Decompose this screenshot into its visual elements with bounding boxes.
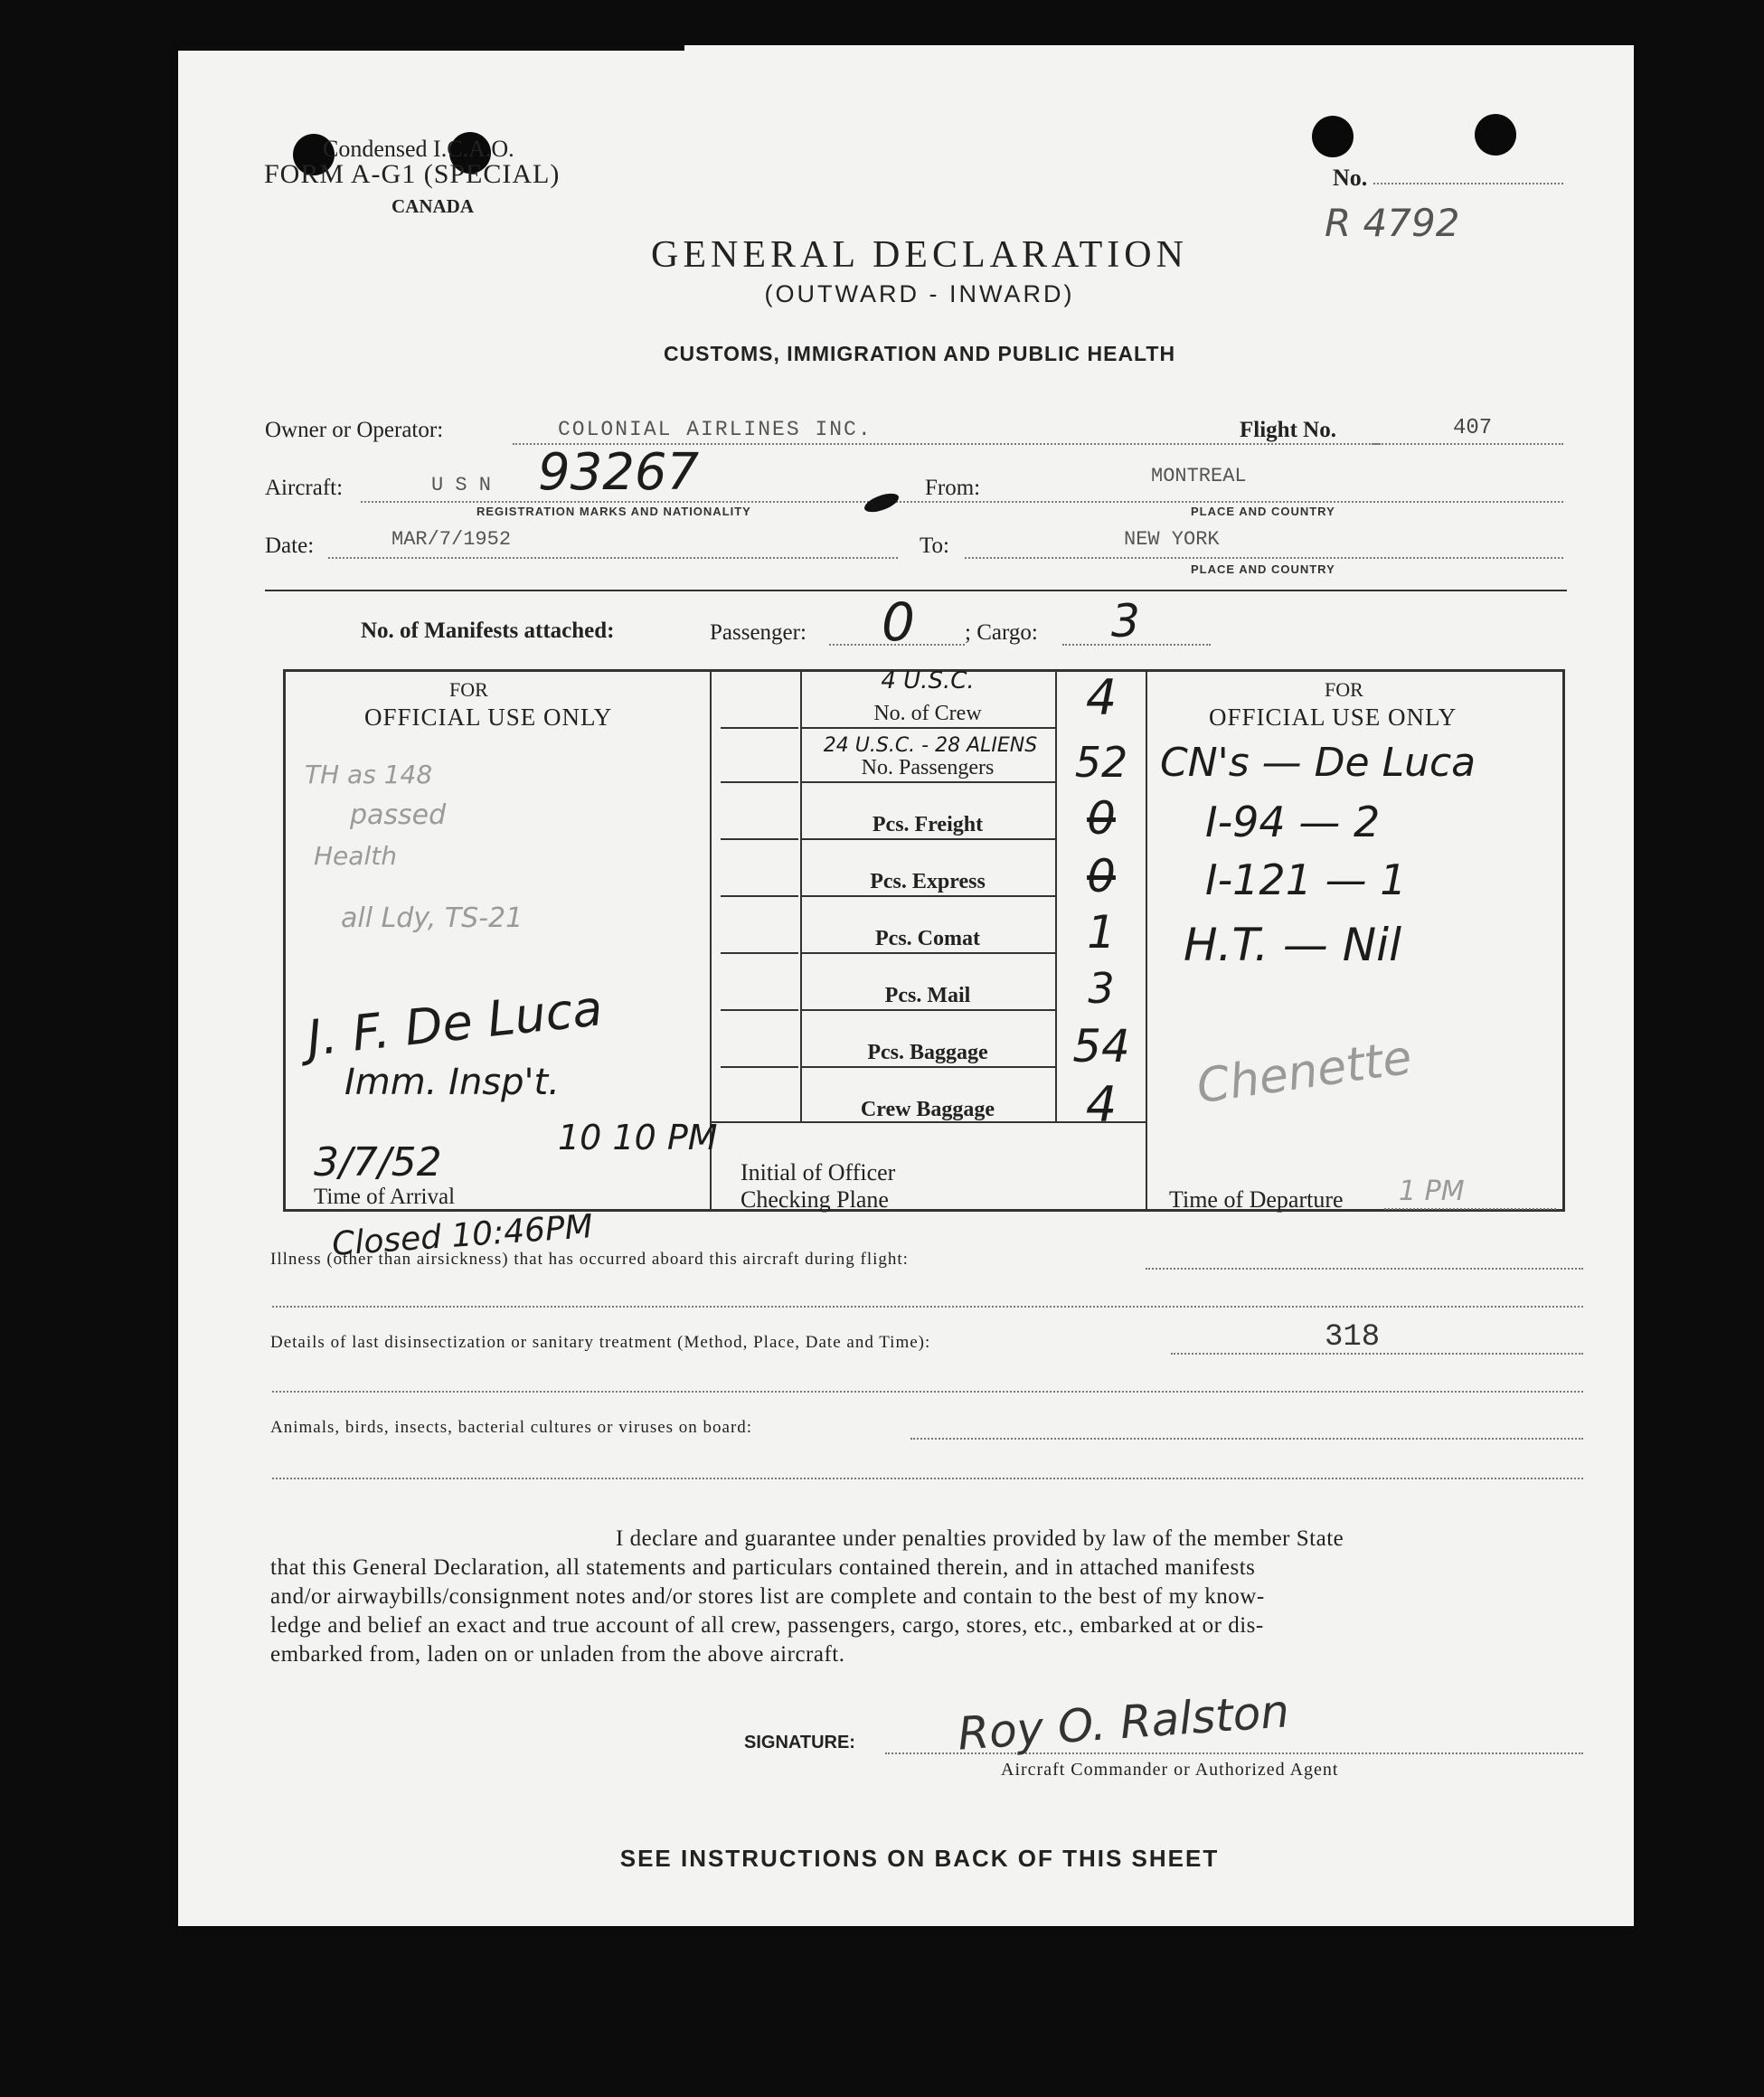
no-label: No. bbox=[1333, 165, 1368, 191]
box-divider-right bbox=[1146, 669, 1147, 1212]
page-subtitle: (OUTWARD - INWARD) bbox=[764, 280, 1075, 307]
row-label-passengers: No. Passengers bbox=[861, 756, 995, 779]
passenger-value: 0 bbox=[882, 591, 915, 653]
closed-note: Closed 10:46PM bbox=[330, 1207, 594, 1264]
owner-label: Owner or Operator: bbox=[265, 418, 444, 442]
torn-edge bbox=[178, 45, 684, 71]
checking-plane-label: Checking Plane bbox=[741, 1186, 889, 1213]
row-sep bbox=[800, 895, 1055, 897]
initial-officer-label: Initial of Officer bbox=[741, 1159, 896, 1185]
row-value-baggage: 54 bbox=[1072, 1020, 1130, 1072]
row-sep bbox=[721, 1009, 798, 1011]
commander-signature: Roy O. Ralston bbox=[956, 1685, 1291, 1761]
stamp-number: R 4792 bbox=[1325, 201, 1460, 245]
punch-hole bbox=[1312, 116, 1354, 157]
right-note: I-121 — 1 bbox=[1205, 855, 1407, 904]
declaration-line: I declare and guarantee under penalties provided by law of the member State bbox=[616, 1526, 1344, 1551]
row-value-mail: 3 bbox=[1088, 964, 1115, 1013]
signer-caption: Aircraft Commander or Authorized Agent bbox=[1001, 1760, 1339, 1780]
row-sep bbox=[800, 1009, 1055, 1011]
no-line bbox=[1373, 183, 1563, 184]
officer-title: Imm. Insp't. bbox=[344, 1062, 560, 1103]
arrival-time: 10 10 PM bbox=[558, 1118, 718, 1157]
passenger-label: Passenger: bbox=[710, 620, 807, 645]
header-divider bbox=[265, 590, 1567, 591]
instructions-footer: SEE INSTRUCTIONS ON BACK OF THIS SHEET bbox=[619, 1845, 1220, 1872]
flight-line bbox=[1372, 443, 1563, 445]
row-sep bbox=[721, 952, 798, 954]
arrival-date: 3/7/52 bbox=[314, 1139, 442, 1185]
declaration-line: that this General Declaration, all statements and particulars contained therein, and in attached manifests bbox=[270, 1555, 1256, 1580]
ink-blot bbox=[862, 490, 901, 516]
crew-note: 4 U.S.C. bbox=[881, 667, 975, 694]
form-sheet bbox=[178, 45, 1634, 1926]
arrival-label: Time of Arrival bbox=[314, 1185, 456, 1209]
left-faint-note: Health bbox=[314, 841, 397, 871]
aircraft-registration: 93267 bbox=[538, 443, 700, 502]
animals-label: Animals, birds, insects, bacterial cultures or viruses on board: bbox=[270, 1418, 753, 1437]
to-value: NEW YORK bbox=[1124, 528, 1220, 551]
row-sep bbox=[721, 727, 798, 729]
page-title: GENERAL DECLARATION bbox=[651, 234, 1188, 276]
row-value-comat: 1 bbox=[1087, 906, 1116, 959]
row-value-crew: 4 bbox=[1085, 669, 1118, 726]
flight-label: Flight No. bbox=[1240, 418, 1336, 442]
row-value-passengers: 52 bbox=[1074, 738, 1128, 787]
row-value-freight: 0 bbox=[1087, 792, 1116, 845]
row-sep bbox=[800, 952, 1055, 954]
illness-label: Illness (other than airsickness) that has occurred aboard this aircraft during flight: bbox=[270, 1250, 909, 1269]
to-caption: PLACE AND COUNTRY bbox=[1191, 562, 1335, 576]
signature-label: SIGNATURE: bbox=[744, 1733, 855, 1752]
row-label-freight: Pcs. Freight bbox=[872, 813, 984, 836]
left-faint-note: all Ldy, TS-21 bbox=[341, 902, 524, 934]
row-sep bbox=[800, 1066, 1055, 1068]
right-note: I-94 — 2 bbox=[1205, 798, 1381, 846]
right-faint-signature: Chenette bbox=[1193, 1030, 1415, 1115]
row-label-express: Pcs. Express bbox=[870, 870, 986, 893]
date-value: MAR/7/1952 bbox=[391, 528, 512, 551]
date-line bbox=[328, 557, 898, 559]
to-line bbox=[965, 557, 1563, 559]
row-value-crew-baggage: 4 bbox=[1085, 1076, 1118, 1133]
aircraft-label: Aircraft: bbox=[265, 476, 344, 500]
row-sep bbox=[721, 781, 798, 783]
left-faint-note: passed bbox=[350, 799, 447, 831]
row-label-comat: Pcs. Comat bbox=[875, 927, 980, 950]
cargo-value: 3 bbox=[1111, 595, 1140, 647]
row-sep bbox=[800, 838, 1055, 840]
departure-label: Time of Departure bbox=[1169, 1186, 1344, 1213]
from-line bbox=[997, 501, 1563, 503]
row-label-baggage: Pcs. Baggage bbox=[867, 1041, 988, 1064]
disinsect-value: 318 bbox=[1325, 1320, 1381, 1355]
officer-signature: J. F. De Luca bbox=[304, 979, 606, 1067]
form-number: FORM A-G1 (SPECIAL) bbox=[264, 159, 561, 189]
aircraft-prefix: U S N bbox=[431, 474, 492, 496]
right-for-label: FOR bbox=[1325, 678, 1363, 701]
animals-line bbox=[910, 1438, 1583, 1440]
row-sep bbox=[721, 838, 798, 840]
cargo-label: ; Cargo: bbox=[965, 620, 1038, 645]
illness-line bbox=[1146, 1268, 1583, 1270]
left-faint-note: TH as 148 bbox=[305, 760, 433, 789]
row-sep bbox=[800, 781, 1055, 783]
row-value-express: 0 bbox=[1087, 850, 1116, 902]
left-official-label: OFFICIAL USE ONLY bbox=[364, 704, 613, 731]
punch-hole bbox=[1475, 114, 1516, 156]
departure-value: 1 PM bbox=[1399, 1176, 1465, 1207]
right-note: H.T. — Nil bbox=[1184, 919, 1401, 971]
from-caption: PLACE AND COUNTRY bbox=[1191, 505, 1335, 518]
icao-line: Condensed I.C.A.O. bbox=[323, 136, 514, 162]
from-value: MONTREAL bbox=[1151, 465, 1247, 487]
row-label-crew-baggage: Crew Baggage bbox=[860, 1098, 995, 1121]
left-for-label: FOR bbox=[449, 678, 488, 701]
department-title: CUSTOMS, IMMIGRATION AND PUBLIC HEALTH bbox=[663, 342, 1176, 365]
manifests-label: No. of Manifests attached: bbox=[361, 619, 615, 643]
to-label: To: bbox=[920, 534, 949, 558]
right-note: CN's — De Luca bbox=[1160, 740, 1476, 786]
disinsect-line-2 bbox=[272, 1391, 1583, 1393]
passenger-note: 24 U.S.C. - 28 ALIENS bbox=[823, 734, 1038, 757]
declaration-line: embarked from, laden on or unladen from the above aircraft. bbox=[270, 1642, 845, 1667]
right-official-label: OFFICIAL USE ONLY bbox=[1209, 704, 1457, 731]
declaration-line: and/or airwaybills/consignment notes and/or stores list are complete and contain to the best of my know- bbox=[270, 1584, 1265, 1609]
date-label: Date: bbox=[265, 534, 315, 558]
illness-line-2 bbox=[272, 1306, 1583, 1308]
row-label-mail: Pcs. Mail bbox=[884, 984, 971, 1007]
animals-line-2 bbox=[272, 1478, 1583, 1479]
from-label: From: bbox=[925, 476, 981, 500]
row-sep bbox=[721, 895, 798, 897]
disinsect-label: Details of last disinsectization or sanitary treatment (Method, Place, Date and Time): bbox=[270, 1333, 931, 1352]
declaration-line: ledge and belief an exact and true account of all crew, passengers, cargo, stores, etc., embarked at or dis- bbox=[270, 1613, 1264, 1638]
registration-caption: REGISTRATION MARKS AND NATIONALITY bbox=[476, 505, 751, 518]
row-sep bbox=[721, 1066, 798, 1068]
country-label: CANADA bbox=[391, 195, 474, 217]
flight-value: 407 bbox=[1453, 416, 1493, 440]
departure-line bbox=[1384, 1208, 1556, 1210]
row-sep bbox=[800, 727, 1055, 729]
owner-value: COLONIAL AIRLINES INC. bbox=[558, 418, 873, 441]
row-label-crew: No. of Crew bbox=[873, 702, 982, 725]
